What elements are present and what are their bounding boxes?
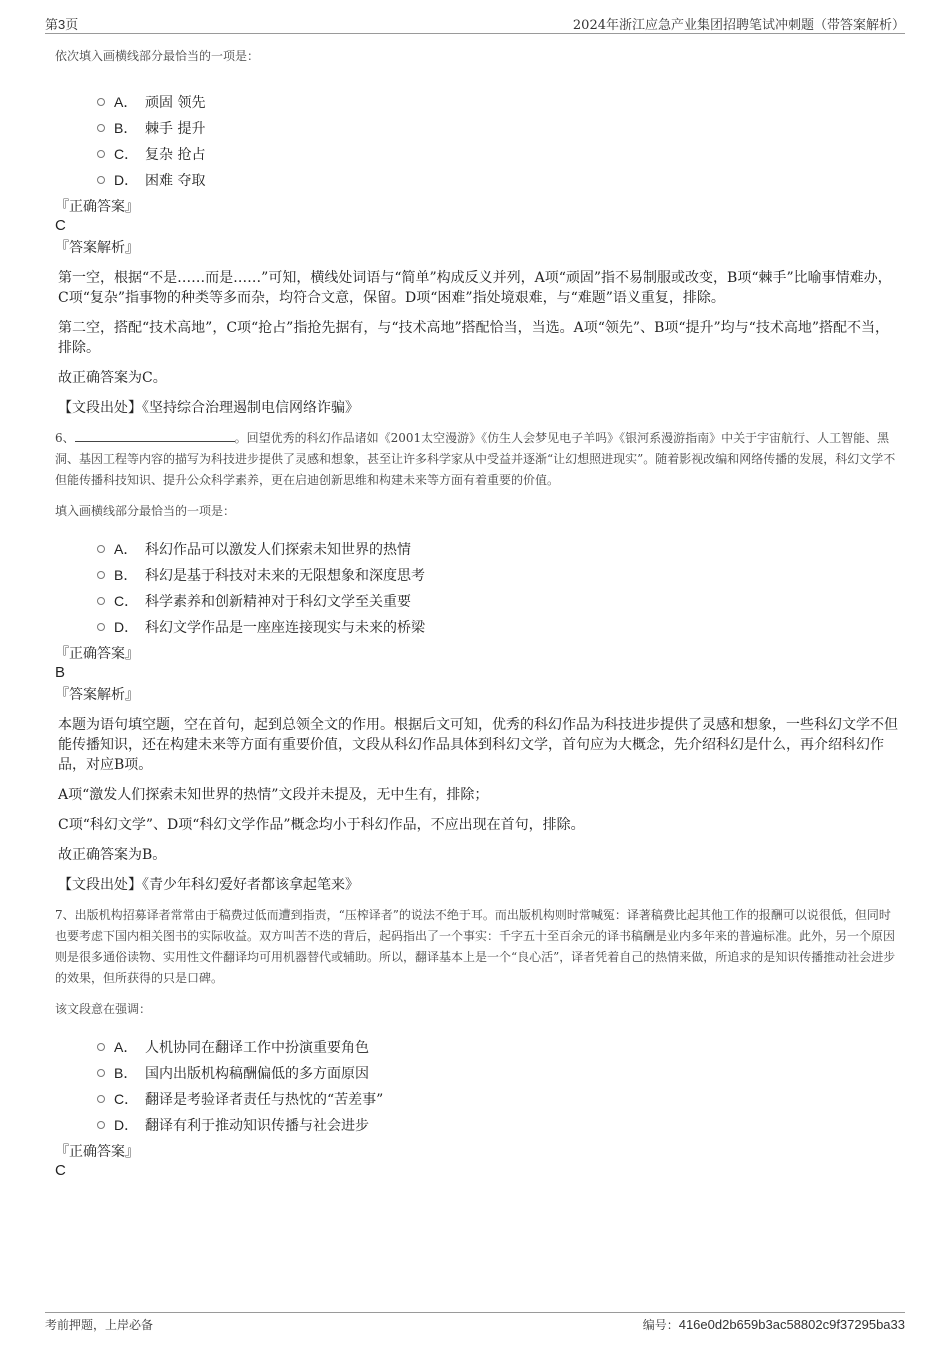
q6-instruction: 填入画横线部分最恰当的一项是：	[55, 504, 236, 518]
footer-slogan: 考前押题，上岸必备	[45, 1318, 154, 1332]
radio-icon[interactable]	[97, 1043, 105, 1051]
code-label: 编号：	[642, 1318, 679, 1332]
q7-option-a[interactable]: A． 人机协同在翻译工作中扮演重要角色	[97, 1034, 900, 1060]
q6-option-b[interactable]: B． 科幻是基于科技对未来的无限想象和深度思考	[97, 562, 900, 588]
q5-answer: C	[55, 217, 66, 234]
radio-icon[interactable]	[97, 1095, 105, 1103]
page-number: 第3页	[45, 17, 79, 32]
radio-icon[interactable]	[97, 124, 105, 132]
q6-option-c[interactable]: C． 科学素养和创新精神对于科幻文学至关重要	[97, 588, 900, 614]
code-value: 416e0d2b659b3ac58802c9f37295ba33	[678, 1317, 905, 1332]
q6-blank	[75, 428, 235, 442]
q7-answer: C	[55, 1162, 66, 1179]
q6-options	[97, 536, 900, 640]
q6-analysis-p1: 本题为语句填空题，空在首句，起到总领全文的作用。根据后文可知，优秀的科幻作品为科技进步提供了灵感和想象，一些科幻文学不但能传播知识，还在构建未来等方面有重要价值，文段从科幻作品具体到科幻文学，首句应为大概念，先介绍科幻是什么，再介绍科幻作品，对应B项。	[58, 717, 898, 773]
radio-icon[interactable]	[97, 98, 105, 106]
q6-answer-label: 『正确答案』	[55, 646, 139, 662]
q6-analysis-p2: A项“激发人们探索未知世界的热情”文段并未提及，无中生有，排除；	[58, 787, 489, 803]
q7-options	[97, 1034, 900, 1138]
q6-stem	[55, 428, 900, 491]
q5-analysis-p2: 第二空，搭配“技术高地”，C项“抢占”指抢先据有，与“技术高地”搭配恰当，当选。A项“领先”、B项“提升”均与“技术高地”搭配不当，排除。	[58, 320, 889, 356]
q6-number: 6、	[55, 431, 75, 445]
radio-icon[interactable]	[97, 150, 105, 158]
q7-option-d[interactable]: D． 翻译有利于推动知识传播与社会进步	[97, 1112, 900, 1138]
q5-analysis-p1: 第一空，根据“不是……而是……”可知，横线处词语与“简单”构成反义并列，A项“顽固”指不易制服或改变，B项“棘手”比喻事情难办，C项“复杂”指事物的种类等多而杂，均符合文意，保留。D项“困难”指处境艰难，与“难题”语义重复，排除。	[58, 270, 892, 306]
radio-icon[interactable]	[97, 597, 105, 605]
radio-icon[interactable]	[97, 1121, 105, 1129]
q5-analysis-p3: 故正确答案为C。	[58, 370, 167, 386]
q6-analysis-p4: 故正确答案为B。	[58, 847, 167, 863]
q5-option-a[interactable]: A． 顽固 领先	[97, 89, 900, 115]
q5-instruction: 依次填入画横线部分最恰当的一项是：	[55, 49, 260, 63]
q7-instruction: 该文段意在强调：	[55, 1002, 152, 1016]
q7-option-c[interactable]: C． 翻译是考验译者责任与热忱的“苦差事”	[97, 1086, 900, 1112]
q5-source: 【文段出处】《坚持综合治理遏制电信网络诈骗》	[58, 400, 359, 416]
document-title: 2024年浙江应急产业集团招聘笔试冲刺题（带答案解析）	[572, 18, 905, 33]
q6-option-d[interactable]: D． 科幻文学作品是一座座连接现实与未来的桥梁	[97, 614, 900, 640]
q6-analysis-label: 『答案解析』	[55, 687, 139, 703]
q7-stem: 7、出版机构招募译者常常由于稿费过低而遭到指责，“压榨译者”的说法不绝于耳。而出版机构则时常喊冤：译著稿费比起其他工作的报酬可以说很低，但同时也要考虑下国内相关图书的实际收益。双方叫苦不迭的背后，起码指出了一个事实：千字五十至百余元的译书稿酬是业内多年来的普遍标准。此外，另一个原因则是很多通俗读物、实用性文件翻译均可用机器替代或辅助。所以，翻译基本上是一个“良心活”，译者凭着自己的热情来做，所追求的是知识传播推动社会进步的效果，但所获得的只是口碑。	[55, 908, 896, 985]
radio-icon[interactable]	[97, 545, 105, 553]
page-footer	[45, 1312, 905, 1334]
page-header	[45, 12, 905, 34]
q5-options	[97, 89, 900, 193]
q5-option-d[interactable]: D． 困难 夺取	[97, 167, 900, 193]
q7-option-b[interactable]: B． 国内出版机构稿酬偏低的多方面原因	[97, 1060, 900, 1086]
q6-analysis-p3: C项“科幻文学”、D项“科幻文学作品”概念均小于科幻作品，不应出现在首句，排除。	[58, 817, 585, 833]
q5-analysis-label: 『答案解析』	[55, 240, 139, 256]
q5-option-b[interactable]: B． 棘手 提升	[97, 115, 900, 141]
q7-answer-label: 『正确答案』	[55, 1144, 139, 1160]
main-content	[55, 44, 900, 1180]
q5-answer-label: 『正确答案』	[55, 199, 139, 215]
q6-option-a[interactable]: A． 科幻作品可以激发人们探索未知世界的热情	[97, 536, 900, 562]
q6-answer: B	[55, 664, 66, 681]
radio-icon[interactable]	[97, 623, 105, 631]
q5-option-c[interactable]: C． 复杂 抢占	[97, 141, 900, 167]
radio-icon[interactable]	[97, 1069, 105, 1077]
radio-icon[interactable]	[97, 571, 105, 579]
document-code	[643, 1316, 905, 1333]
q6-source: 【文段出处】《青少年科幻爱好者都该拿起笔来》	[58, 877, 359, 893]
q6-text: 。回望优秀的科幻作品诸如《2001太空漫游》《仿生人会梦见电子羊吗》《银河系漫游指南》中关于宇宙航行、人工智能、黑洞、基因工程等内容的描写为科技进步提供了灵感和想象，甚至让许多科学家从中受益并逐渐“让幻想照进现实”。随着影视改编和网络传播的发展，科幻文学不但能传播科技知识、提升公众科学素养，更在启迪创新思维和构建未来等方面有着重要的价值。	[55, 431, 896, 487]
radio-icon[interactable]	[97, 176, 105, 184]
